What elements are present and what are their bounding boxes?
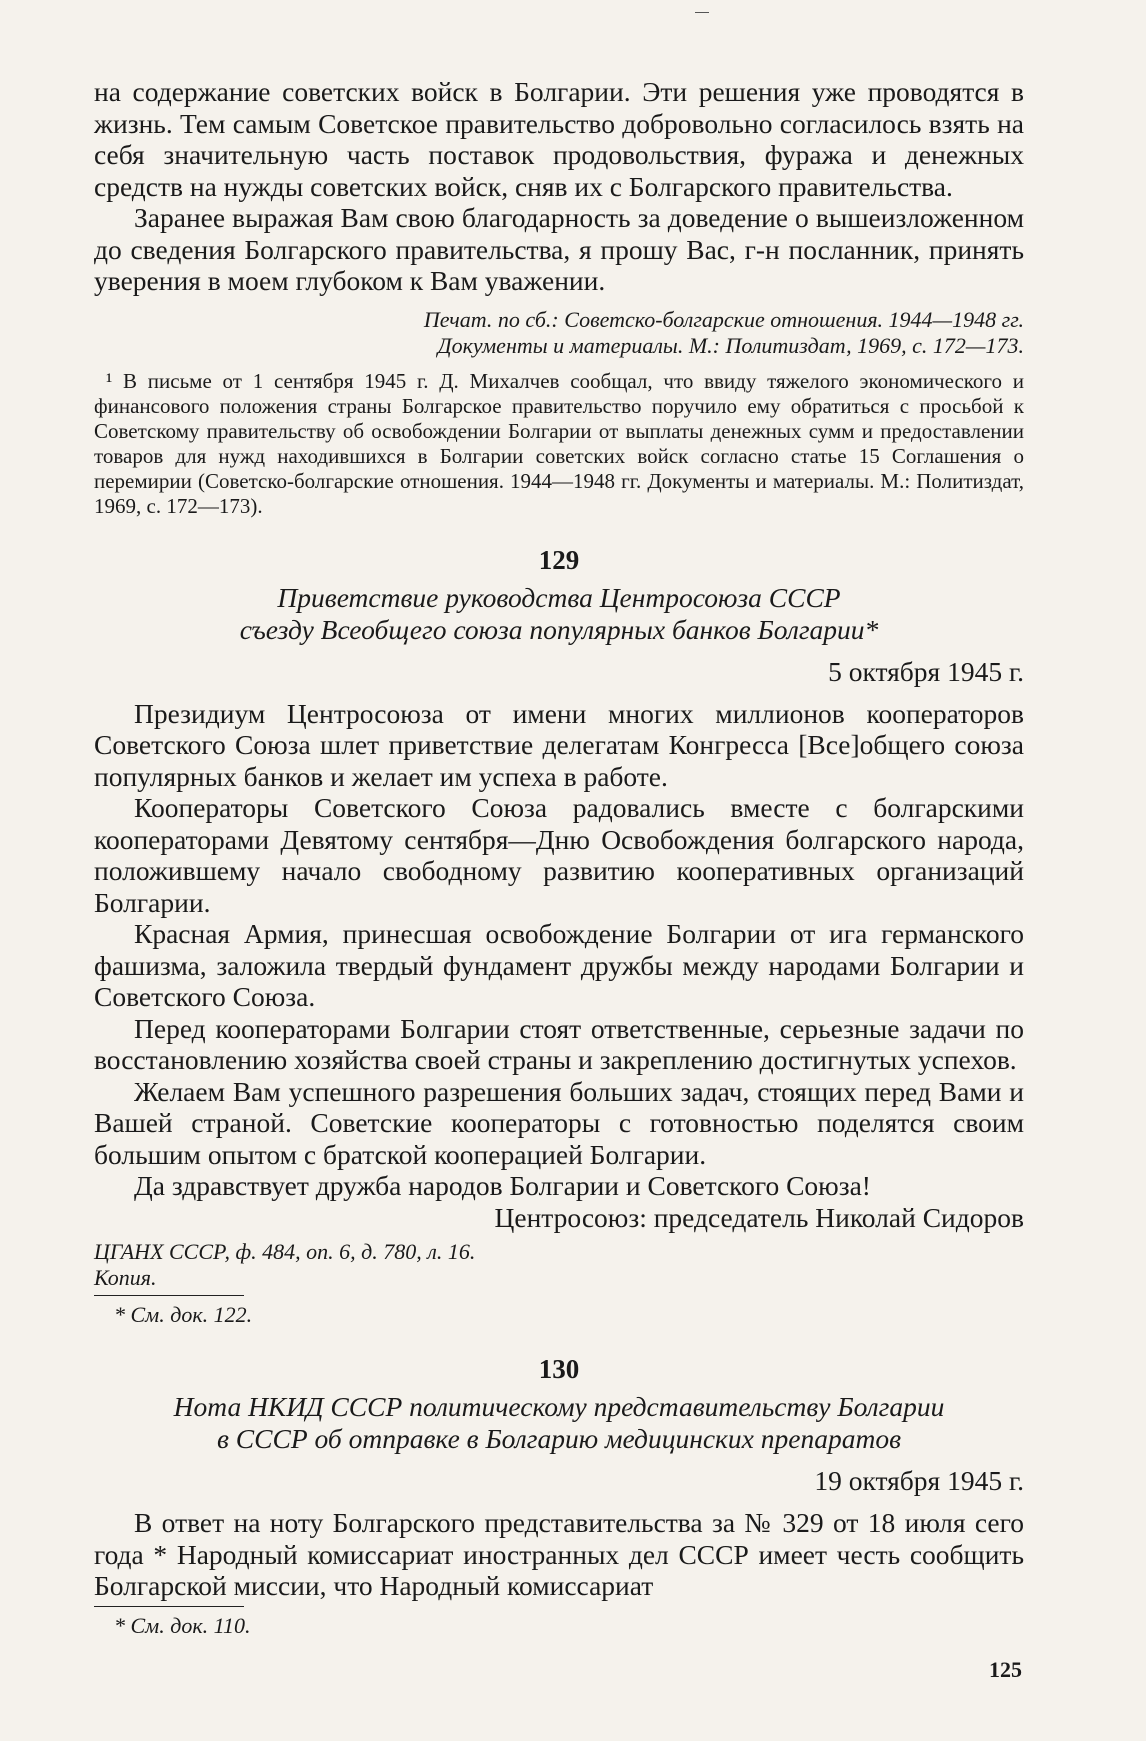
- archive-line-2: Копия.: [94, 1265, 157, 1290]
- document-date-130: 19 октября 1945 г.: [814, 1465, 1024, 1496]
- doc129-paragraph-4: Перед кооператорами Болгарии стоят ответственные, серьезные задачи по восстановлению хозяйства своей страны и закреплению достигнутых успехов.: [94, 1012, 1024, 1075]
- footnote-1: ¹ В письме от 1 сентября 1945 г. Д. Михалчев сообщал, что ввиду тяжелого экономического и финансового положения страны Болгарское правительство поручило ему обратиться с просьбой к Советскому правительству об освобождении Болгарии от выплаты денежных сумм и предоставлении товаров для нужд находившихся в Болгарии советских войск согласно статье 15 Соглашения о перемирии (Советско-болгарские отношения. 1944—1948 гг. Документы и материалы. М.: Политиздат, 1969, с. 172—173).: [94, 368, 1024, 518]
- doc130-paragraph-1: В ответ на ноту Болгарского представительства за № 329 от 18 июля сего года * Народный комиссариат иностранных дел СССР имеет честь сообщить Болгарской миссии, что Народный комиссариат: [94, 1507, 1024, 1601]
- page-content: [94, 76, 1024, 1639]
- archive-line-1: ЦГАНХ СССР, ф. 484, оп. 6, д. 780, л. 16.: [94, 1239, 476, 1264]
- doc130-footnote: * См. док. 110.: [114, 1612, 251, 1638]
- document-number-129: 129: [538, 544, 580, 575]
- doc129-signature: Центросоюз: председатель Николай Сидоров: [494, 1201, 1024, 1233]
- footnote-rule-129: [94, 1295, 244, 1296]
- continuation-paragraph-2: Заранее выражая Вам свою благодарность за доведение о вышеизложенном до сведения Болгарского правительства, я прошу Вас, г-н посланник, принять уверения в моем глубоком к Вам уважении.: [94, 202, 1024, 296]
- doc129-paragraph-5: Желаем Вам успешного разрешения больших задач, стоящих перед Вами и Вашей страной. Советские кооператоры с готовностью поделятся своим большим опытом с братской кооперацией Болгарии.: [94, 1075, 1024, 1170]
- footnote-rule-130: [94, 1606, 244, 1607]
- doc129-paragraph-2: Кооператоры Советского Союза радовались вместе с болгарскими кооператорами Девятому сентября—Дню Освобождения болгарского народа, положившему начало свободному развитию кооперативных организаций Болгарии.: [94, 792, 1024, 918]
- document-title-129: [94, 582, 1024, 646]
- document-title-130: [94, 1391, 1024, 1455]
- page-number: 125: [989, 1657, 1022, 1682]
- title-129-line-2: съезду Всеобщего союза популярных банков Болгарии*: [239, 613, 879, 645]
- doc129-paragraph-1: Президиум Центросоюза от имени многих миллионов кооператоров Советского Союза шлет приветствие делегатам Конгресса [Все]общего союза популярных банков и желает им успеха в работе.: [94, 697, 1024, 792]
- doc129-archive-reference: [94, 1239, 1024, 1291]
- source-line-1: Печат. по сб.: Советско-болгарские отношения. 1944—1948 гг.: [423, 306, 1024, 332]
- continuation-paragraph-1: на содержание советских войск в Болгарии. Эти решения уже проводятся в жизнь. Тем самым Советское правительство добровольно согласилось взять на себя значительную часть поставок продовольствия, фуража и денежных средств на нужды советских войск, сняв их с Болгарского правительства.: [94, 76, 1024, 202]
- title-130-line-1: Нота НКИД СССР политическому представительству Болгарии: [173, 1391, 945, 1422]
- doc129-paragraph-3: Красная Армия, принесшая освобождение Болгарии от ига германского фашизма, заложила твердый фундамент дружбы между народами Болгарии и Советского Союза.: [94, 918, 1024, 1012]
- top-mark: [695, 12, 709, 13]
- source-line-2: Документы и материалы. М.: Политиздат, 1969, с. 172—173.: [437, 332, 1024, 358]
- title-130-line-2: в СССР об отправке в Болгарию медицинских препаратов: [216, 1423, 902, 1454]
- document-date-129: 5 октября 1945 г.: [828, 655, 1024, 687]
- doc129-paragraph-6: Да здравствует дружба народов Болгарии и Советского Союза!: [134, 1170, 871, 1201]
- document-number-130: 130: [538, 1354, 580, 1384]
- title-129-line-1: Приветствие руководства Центросоюза СССР: [277, 581, 841, 613]
- source-citation: [94, 307, 1024, 359]
- doc129-footnote: * См. док. 122.: [114, 1302, 253, 1327]
